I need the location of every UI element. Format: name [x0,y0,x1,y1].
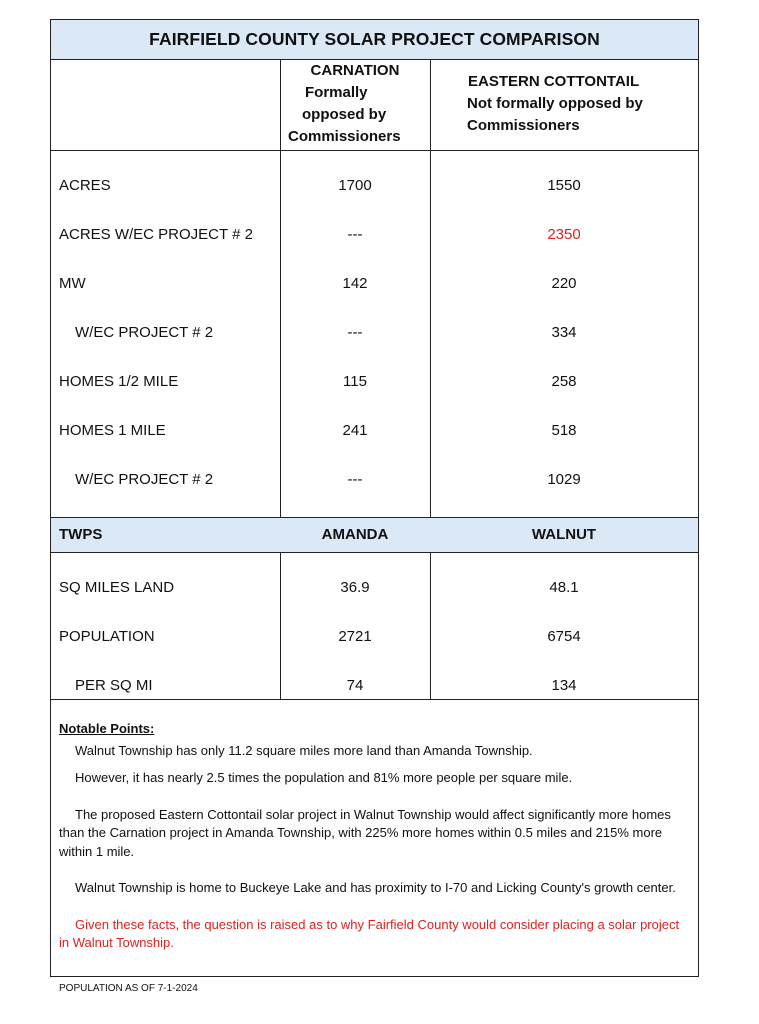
eastern-value-highlighted: 2350 [547,226,581,243]
row-label: ACRES [59,177,111,194]
note-paragraph: Walnut Township has only 11.2 square miles more land than Amanda Township. [75,742,533,758]
carnation-value: --- [347,324,363,341]
table-row [51,674,698,698]
header-divider [51,150,698,151]
eastern-title: EASTERN COTTONTAIL [468,73,640,90]
row-label: ACRES W/EC PROJECT # 2 [59,226,253,243]
eastern-value: 258 [551,373,577,390]
carnation-status-3: Commissioners [288,128,401,145]
carnation-value: 241 [342,422,368,439]
eastern-status-1: Not formally opposed by [467,95,643,112]
amanda-header: AMANDA [321,526,389,543]
notes-divider [51,699,698,700]
row-label: MW [59,275,86,292]
row-label: HOMES 1 MILE [59,422,166,439]
note-paragraph: The proposed Eastern Cottontail solar project in Walnut Township would affect significantly more homes than the Carnation project in Amanda Township, with 225% more homes within 0.5 miles and 215% more within 1 mile. [59,806,671,859]
amanda-value: 36.9 [340,579,370,596]
note-paragraph: However, it has nearly 2.5 times the population and 81% more people per square mile. [75,770,573,785]
eastern-value: 220 [551,275,577,292]
table-row [51,468,698,492]
table-title: FAIRFIELD COUNTY SOLAR PROJECT COMPARISON [51,20,698,60]
note-paragraph: Walnut Township is home to Buckeye Lake and has proximity to I-70 and Licking County's growth center. [75,880,676,895]
table-row [51,370,698,394]
eastern-status-2: Commissioners [467,117,580,134]
row-label: W/EC PROJECT # 2 [75,324,214,341]
eastern-value: 334 [551,324,577,341]
eastern-value: 1029 [547,471,581,488]
carnation-value: 1700 [338,177,372,194]
carnation-value: --- [347,471,363,488]
carnation-value: 115 [343,373,367,390]
table-row [51,174,698,198]
carnation-status-1: Formally [305,84,368,101]
row-label: HOMES 1/2 MILE [59,373,179,390]
row-label: POPULATION [59,628,155,645]
table-row [51,321,698,345]
eastern-value: 518 [551,422,577,439]
note-conclusion: Given these facts, the question is raised as to why Fairfield County would consider placing a solar project in Walnut Township. [59,916,680,950]
walnut-value: 6754 [547,628,581,645]
eastern-value: 1550 [547,177,581,194]
table-row [51,576,698,600]
comparison-table [50,19,699,977]
carnation-value: 142 [342,275,368,292]
carnation-value: --- [347,226,363,243]
table-row [51,419,698,443]
carnation-status-2: opposed by [302,106,387,123]
township-header [51,517,698,553]
row-label: PER SQ MI [75,677,153,694]
walnut-value: 48.1 [549,579,579,596]
population-footnote: POPULATION AS OF 7-1-2024 [59,983,198,994]
row-label: SQ MILES LAND [59,579,175,596]
amanda-value: 2721 [338,628,372,645]
notable-points [59,720,684,953]
walnut-value: 134 [551,677,577,694]
amanda-value: 74 [346,677,364,694]
carnation-header [280,60,430,148]
twps-label: TWPS [59,526,103,543]
table-row [51,625,698,649]
walnut-header: WALNUT [531,526,597,543]
row-label: W/EC PROJECT # 2 [75,471,214,488]
table-row [51,272,698,296]
carnation-title: CARNATION [310,62,400,79]
eastern-header [430,71,698,137]
table-row [51,223,698,247]
notes-heading: Notable Points: [59,721,155,736]
